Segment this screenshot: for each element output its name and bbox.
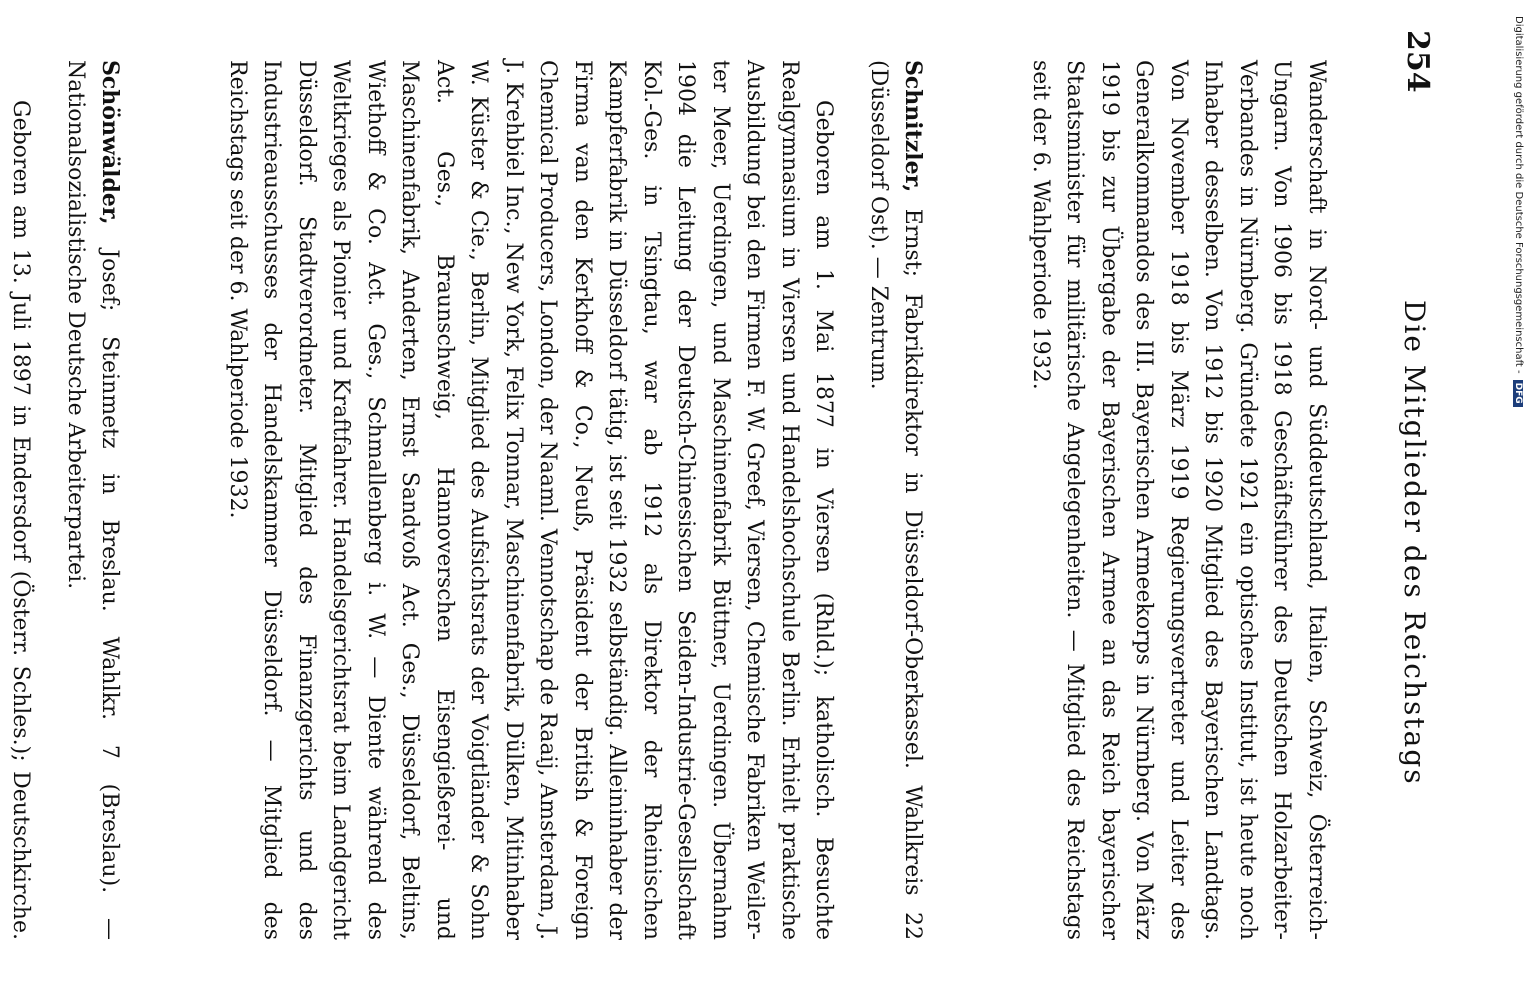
paragraph-text: Geboren am 1. Mai 1877 in Viersen (Rhld.); katholisch. Besuchte Realgymnasium in Viersen und Handelshochschule Berlin. Erhielt praktische Ausbildung bei den Firmen F. W. Greef, Viersen, Chemische Fabriken Weiler-ter Meer, Uerdingen, und Maschinenfabrik Büttner, Uerdingen. Übernahm 1904 die Leitung der Deutsch-Chinesischen Seiden-Industrie-Gesellschaft Kol.-Ges. in Tsingtau, war ab 1912 als Direktor der Rheinischen Kampferfabrik in Düsseldorf tätig, ist seit 1932 selbständig. Alleininhaber der Firma van den Kerkhoff & Co., Neuß, Präsident der British & Foreign Chemical Producers, London, der Naaml. Vennotschap de Raaij, Amsterdam, J. J. Krehbiel Inc., New York, Felix Tonnar, Maschinenfabrik, Dülken, Mitinhaber W. Küster & Cie., Berlin, Mitglied des Aufsichtsrats der Voigtländer & Sohn Act. Ges., Braunschweig, Hannoverschen Eisengießerei- und Maschinenfabrik, Anderten, Ernst Sandvoß Act. Ges., Düsseldorf, Beltins, Wiethoff & Co. Act. Ges., Schmallenberg i. W. — Diente während des Weltkrieges als Pionier und Kraftfahrer. Handelsgerichtsrat beim Landgericht Düsseldorf. Stadtverordneter. Mitglied des Finanzgerichts und des Industrieausschusses der Handelskammer Düsseldorf. — Mitglied des Reichstags seit der 6. Wahlperiode 1932. (225, 60, 837, 940)
credit-text: Digitalisierung gefördert durch die Deutsche Forschungsgemeinschaft - (1513, 16, 1524, 374)
paragraph-continuation (1023, 60, 1334, 940)
body-text (0, 60, 1333, 940)
page-number: 254 (1400, 30, 1435, 93)
digitization-credit (1512, 8, 1524, 992)
entry-biography-schoenwaelder (0, 60, 38, 940)
entry-biography-schnitzler (220, 60, 841, 940)
dfg-logo: DFG (1513, 380, 1523, 407)
page-header (1385, 20, 1445, 920)
member-name: Schnitzler, (900, 60, 927, 193)
entry-summary: Ernst; Fabrikdirektor in Düsseldorf-Oberkassel. Wahlkreis 22 (Düsseldorf Ost). — Zentrum. (866, 60, 926, 940)
credit-text-wrapper (1513, 16, 1524, 1000)
paragraph-text: Wanderschaft in Nord- und Süddeutschland, Italien, Schweiz, Österreich-Ungarn. Von 1906 bis 1918 Geschäftsführer des Deutschen Holzarbeiter-Verbandes in Nürnberg. Gründete 1921 ein optisches Institut, ist heute noch Inhaber desselben. Von 1912 bis 1920 Mitglied des Bayerischen Landtags. Von November 1918 bis März 1919 Regierungsvertreter und Leiter des Generalkommandos des III. Bayerischen Armeekorps in Nürnberg. Von März 1919 bis zur Übergabe der Bayerischen Armee an das Reich bayerischer Staatsminister für militärische Angelegenheiten. — Mitglied des Reichstags seit der 6. Wahlperiode 1932. (1028, 60, 1329, 940)
rotated-book-page (8, 20, 1453, 980)
member-name: Schönwälder, (97, 60, 124, 225)
running-head: Die Mitglieder des Reichstags (1398, 300, 1431, 786)
entry-summary: Josef; Steinmetz in Breslau. Wahlkr. 7 (Breslau). — Nationalsozialistische Deutsche Arbeiterpartei. (63, 60, 123, 940)
entry-heading-schoenwaelder (58, 60, 128, 940)
paragraph-text: Geboren am 13. Juli 1897 in Endersdorf (Österr. Schles.); Deutschkirche. (8, 100, 34, 940)
entry-heading-schnitzler (861, 60, 931, 940)
